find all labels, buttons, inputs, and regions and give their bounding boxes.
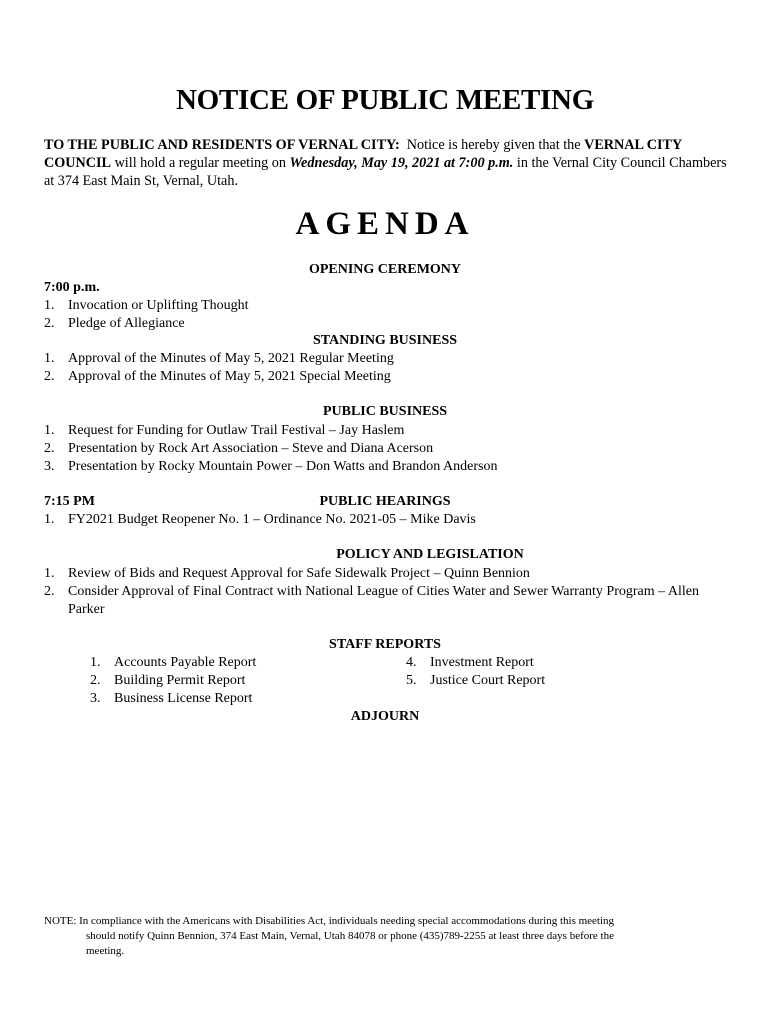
policy-legislation-heading: POLICY AND LEGISLATION	[336, 547, 524, 562]
adjourn-heading: ADJOURN	[350, 709, 420, 724]
public-business-list	[44, 422, 734, 476]
list-item: 5. Justice Court Report	[406, 673, 546, 688]
list-item: 1. Approval of the Minutes of May 5, 2021 Regular Meeting	[44, 351, 394, 366]
notice-text-2: will hold a regular meeting on	[111, 155, 290, 171]
notice-text-3: in the Vernal City Council Chambers at 374 East Main St, Vernal, Utah.	[44, 155, 727, 189]
policy-legislation-list	[44, 565, 734, 619]
note-line-3: meeting.	[86, 945, 125, 957]
list-item: 4. Investment Report	[406, 655, 534, 670]
list-item: 3. Business License Report	[90, 691, 253, 706]
note-line-2: should notify Quinn Bennion, 374 East Main, Vernal, Utah 84078 or phone (435)789-2255 at least three days before the	[86, 930, 614, 942]
ada-note	[44, 914, 714, 959]
staff-reports-heading: STAFF REPORTS	[329, 637, 441, 652]
opening-ceremony-heading: OPENING CEREMONY	[308, 262, 462, 277]
public-hearings-list	[44, 511, 734, 529]
notice-lead: TO THE PUBLIC AND RESIDENTS OF VERNAL CITY:	[44, 137, 400, 153]
staff-reports-list-left	[90, 654, 380, 708]
staff-reports-list-right	[406, 654, 706, 690]
note-line-1: NOTE: In compliance with the Americans with Disabilities Act, individuals needing special accommodations during this meeting	[44, 915, 615, 927]
list-item: 2. Presentation by Rock Art Association – Steve and Diana Acerson	[44, 441, 434, 456]
list-item: 2. Consider Approval of Final Contract with National League of Cities Water and Sewer Warranty Program – Allen Parker	[44, 584, 699, 617]
list-item: 1. FY2021 Budget Reopener No. 1 – Ordinance No. 2021-05 – Mike Davis	[44, 512, 476, 527]
standing-business-heading: STANDING BUSINESS	[312, 333, 458, 348]
list-item: 2. Pledge of Allegiance	[44, 316, 185, 331]
list-item: 1. Accounts Payable Report	[90, 655, 257, 670]
list-item: 1. Invocation or Uplifting Thought	[44, 298, 249, 313]
list-item: 2. Building Permit Report	[90, 673, 246, 688]
list-item: 1. Review of Bids and Request Approval for Safe Sidewalk Project – Quinn Bennion	[44, 566, 530, 581]
notice-text-1: Notice is hereby given that the	[399, 137, 585, 153]
list-item: 1. Request for Funding for Outlaw Trail Festival – Jay Haslem	[44, 423, 405, 438]
list-item: 3. Presentation by Rocky Mountain Power – Don Watts and Brandon Anderson	[44, 459, 498, 474]
public-business-heading: PUBLIC BUSINESS	[322, 404, 448, 419]
opening-list	[44, 297, 734, 333]
page-title: NOTICE OF PUBLIC MEETING	[176, 84, 594, 116]
list-item: 2. Approval of the Minutes of May 5, 2021 Special Meeting	[44, 369, 391, 384]
standing-business-list	[44, 350, 734, 386]
public-hearings-heading: PUBLIC HEARINGS	[319, 494, 451, 509]
meeting-notice-paragraph	[44, 136, 734, 190]
council-name: VERNAL CITY COUNCIL	[44, 137, 682, 171]
agenda-heading: AGENDA	[295, 206, 475, 242]
opening-time: 7:00 p.m.	[44, 280, 100, 295]
meeting-datetime: Wednesday, May 19, 2021 at 7:00 p.m.	[289, 155, 514, 171]
hearings-time: 7:15 PM	[44, 494, 95, 509]
